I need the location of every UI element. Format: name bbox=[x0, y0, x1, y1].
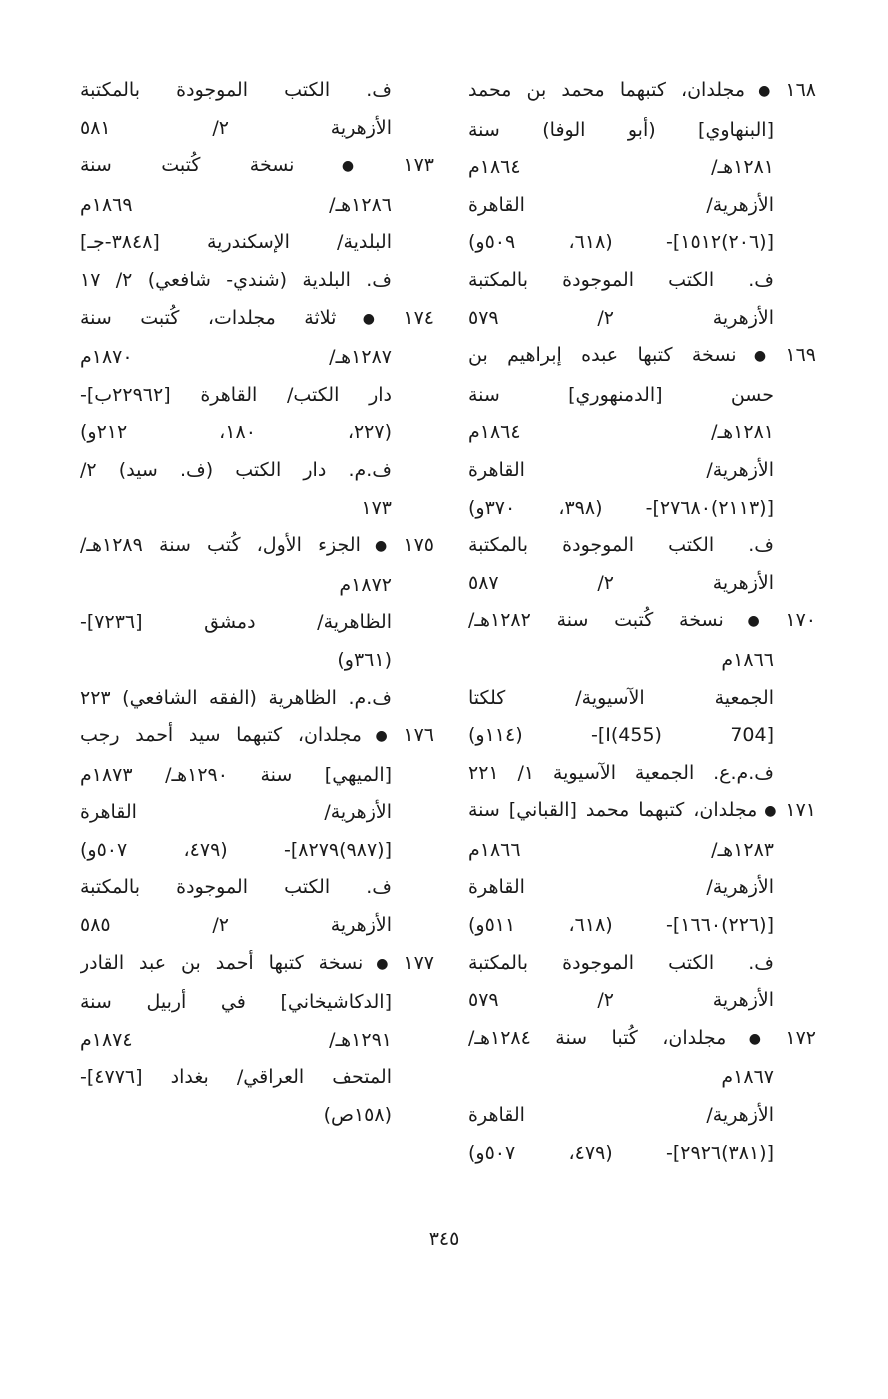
entry-number: ١٦٩ bbox=[785, 344, 816, 367]
entry-text: نسخة كُتبت سنة ١٢٨٢هـ/ bbox=[468, 609, 724, 632]
catalogue-entry bbox=[80, 717, 434, 945]
entry-line: ١٧٣ bbox=[361, 496, 392, 519]
entry-line: ١٢٩١هـ/ ١٨٧٤م bbox=[80, 1028, 392, 1051]
entry-line: [(٢١١٣)٢٧٦٨٠]- (٣٩٨، ٣٧٠و) bbox=[468, 496, 774, 519]
catalogue-entry bbox=[80, 527, 434, 717]
entry-number: ١٧٠ bbox=[785, 609, 816, 632]
entry-line: ف. الكتب الموجودة بالمكتبة bbox=[80, 876, 392, 899]
entry-text: نسخة كتبها أحمد بن عبد القادر bbox=[80, 951, 364, 974]
entry-line: ف.م. دار الكتب (ف. سيد) ٢/ bbox=[80, 458, 392, 481]
entry-line: الأزهرية/ القاهرة bbox=[468, 1104, 774, 1127]
entry-number: ١٧٤ bbox=[403, 306, 434, 329]
entry-line: الأزهرية ٢/ ٥٧٩ bbox=[468, 989, 774, 1012]
entry-line: الأزهرية ٢/ ٥٨٧ bbox=[468, 571, 774, 594]
entry-line: الجمعية الآسيوية/ كلكتا bbox=[468, 686, 774, 709]
entry-line: ١٢٨١هـ/ ١٨٦٤م bbox=[468, 156, 774, 179]
entry-line: (٢٢٧، ١٨٠، ٢١٢و) bbox=[80, 421, 393, 444]
bullet-icon: ● bbox=[364, 538, 398, 555]
entry-line: ١٨٦٦م bbox=[721, 648, 774, 671]
entry-heading-line bbox=[468, 72, 816, 112]
entry-line: ١٢٨٣هـ/ ١٨٦٦م bbox=[468, 838, 774, 861]
entry-text: مجلدان، كُتبا سنة ١٢٨٤هـ/ bbox=[468, 1026, 727, 1049]
entry-heading-line bbox=[468, 337, 816, 377]
catalogue-entry bbox=[468, 337, 816, 602]
entry-line: ١٢٨٧هـ/ ١٨٧٠م bbox=[80, 346, 392, 369]
bullet-icon: ● bbox=[749, 83, 780, 99]
bullet-icon: ● bbox=[740, 348, 780, 365]
entry-line: (١٥٨ص) bbox=[323, 1104, 392, 1127]
entry-line: [الدكاشيخاني] في أربيل سنة bbox=[80, 991, 392, 1014]
entry-line: دار الكتب/ القاهرة [٢٢٩٦٢ب]- bbox=[80, 383, 392, 406]
entry-line: [704 I(455)]- (١١٤و) bbox=[468, 724, 774, 747]
entry-line: الظاهرية/ دمشق [٧٢٣٦]- bbox=[80, 611, 392, 634]
bullet-icon: ● bbox=[730, 1030, 780, 1047]
entry-line: الأزهرية/ القاهرة bbox=[468, 876, 774, 899]
bullet-icon: ● bbox=[298, 158, 398, 175]
entry-text: نسخة كتبها عبده إبراهيم بن bbox=[468, 344, 737, 367]
entry-heading-line bbox=[80, 527, 434, 567]
bullet-icon: ● bbox=[367, 955, 398, 972]
entry-line: الأزهرية/ القاهرة bbox=[468, 193, 774, 216]
entry-heading-line bbox=[468, 792, 816, 832]
entry-heading-line bbox=[80, 717, 434, 757]
entry-text: نسخة كُتبت سنة bbox=[80, 154, 295, 177]
entry-heading-line bbox=[80, 300, 434, 340]
catalogue-entry bbox=[80, 945, 434, 1135]
entry-text: الجزء الأول، كُتب سنة ١٢٨٩هـ/ bbox=[80, 534, 361, 557]
entry-text: مجلدان، كتبهما محمد [القباني] سنة bbox=[468, 799, 758, 822]
entry-number: ١٧٣ bbox=[403, 154, 434, 177]
entry-line: حسن [الدمنهوري] سنة bbox=[468, 383, 774, 406]
bullet-icon: ● bbox=[365, 728, 398, 745]
entry-line: ١٢٨١هـ/ ١٨٦٤م bbox=[468, 421, 774, 444]
entry-line: الأزهرية/ القاهرة bbox=[468, 458, 774, 481]
entry-number: ١٧١ bbox=[785, 799, 816, 822]
entry-line: ١٢٨٦هـ/ ١٨٦٩م bbox=[80, 193, 392, 216]
entry-heading-line bbox=[468, 602, 816, 642]
entry-number: ١٧٢ bbox=[785, 1026, 816, 1049]
entry-line: الأزهرية ٢/ ٥٧٩ bbox=[468, 306, 774, 329]
catalogue-entry bbox=[468, 72, 816, 337]
entry-text: ثلاثة مجلدات، كُتبت سنة bbox=[80, 306, 337, 329]
entry-line: ١٨٦٧م bbox=[721, 1066, 774, 1089]
entry-text: مجلدان، كتبهما سيد أحمد رجب bbox=[80, 724, 362, 747]
entry-line: ف. الكتب الموجودة بالمكتبة bbox=[468, 951, 774, 974]
entry-line: [الميهي] سنة ١٢٩٠هـ/ ١٨٧٣م bbox=[80, 763, 393, 786]
entry-number: ١٦٨ bbox=[785, 79, 816, 101]
entry-number: ١٧٧ bbox=[403, 951, 434, 974]
entry-line: ف. البلدية (شندي- شافعي) ٢/ ١٧ bbox=[80, 268, 392, 291]
right-column bbox=[468, 72, 816, 1172]
entry-line: ١٨٧٢م bbox=[339, 573, 392, 596]
entry-line: الأزهرية/ القاهرة bbox=[80, 801, 392, 824]
catalogue-entry bbox=[80, 300, 434, 528]
entry-text: مجلدان، كتبهما محمد بن محمد bbox=[468, 79, 746, 101]
entry-heading-line bbox=[80, 147, 434, 187]
bullet-icon: ● bbox=[727, 613, 780, 630]
page-number: ٣٤٥ bbox=[428, 1228, 460, 1250]
entry-line: الأزهرية ٢/ ٥٨١ bbox=[80, 116, 392, 139]
catalogue-entry bbox=[468, 602, 816, 792]
entry-line: [(٣٨١)٢٩٢٦]- (٤٧٩، ٥٠٧و) bbox=[468, 1141, 774, 1164]
bullet-icon: ● bbox=[340, 310, 398, 327]
entry-line: [(٩٨٧)٨٢٧٩]- (٤٧٩، ٥٠٧و) bbox=[80, 838, 392, 861]
catalogue-entry bbox=[80, 72, 434, 147]
entry-heading-line bbox=[80, 945, 434, 985]
entry-line: [(٢٢٦)١٦٦٠]- (٦١٨، ٥١١و) bbox=[468, 914, 774, 937]
bullet-icon: ● bbox=[761, 803, 780, 820]
entry-line: ف. الكتب الموجودة بالمكتبة bbox=[468, 534, 774, 557]
left-column bbox=[80, 72, 434, 1135]
entry-line: ف. الكتب الموجودة بالمكتبة bbox=[468, 268, 774, 291]
entry-line: المتحف العراقي/ بغداد [٤٧٧٦]- bbox=[80, 1066, 392, 1089]
entry-line: ف. الكتب الموجودة بالمكتبة bbox=[80, 79, 392, 101]
entry-line: [البنهاوي] (أبو الوفا) سنة bbox=[468, 118, 774, 141]
catalogue-entry bbox=[80, 147, 434, 299]
catalogue-entry bbox=[468, 1020, 816, 1172]
entry-line: البلدية/ الإسكندرية [٣٨٤٨-جـ] bbox=[80, 231, 392, 254]
entry-number: ١٧٥ bbox=[403, 534, 434, 557]
catalogue-entry bbox=[468, 792, 816, 1020]
entry-line: (٣٦١و) bbox=[337, 648, 392, 671]
entry-line: ف.م.ع. الجمعية الآسيوية ١/ ٢٢١ bbox=[468, 761, 774, 784]
entry-heading-line bbox=[468, 1020, 816, 1060]
entry-line: الأزهرية ٢/ ٥٨٥ bbox=[80, 914, 392, 937]
entry-number: ١٧٦ bbox=[403, 724, 434, 747]
entry-line: ف.م. الظاهرية (الفقه الشافعي) ٢٢٣ bbox=[80, 686, 392, 709]
entry-line: [(٢٠٦)١٥١٢]- (٦١٨، ٥٠٩و) bbox=[468, 231, 774, 254]
